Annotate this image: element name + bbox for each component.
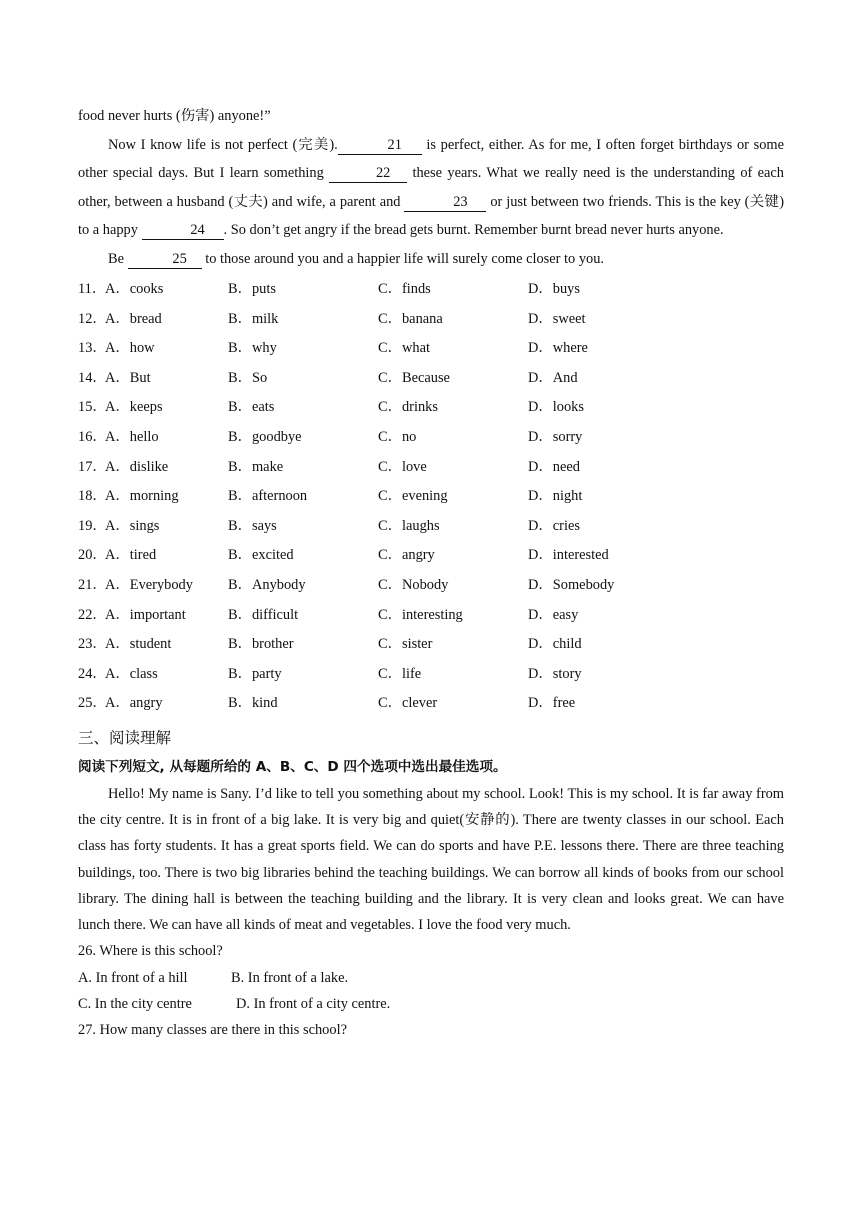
option-a: A．morning (105, 488, 179, 505)
option-d: D．buys (528, 281, 580, 297)
question-number: 18． (78, 488, 107, 505)
option-d: D．night (528, 488, 583, 505)
option-c: C．evening (378, 488, 448, 505)
option-a: A．But (105, 369, 151, 386)
option-row (78, 423, 784, 453)
question-number: 22． (78, 606, 107, 623)
option-b: B．excited (228, 547, 294, 564)
option-a: A．keeps (105, 399, 163, 416)
option-d: D．story (528, 665, 582, 682)
option-b: B．milk (228, 310, 279, 327)
option-d: D．And (528, 369, 578, 386)
option-c: C．sister (378, 636, 433, 653)
option-c: C．finds (378, 281, 431, 297)
option-row (78, 482, 784, 512)
option-d: D．easy (528, 606, 579, 623)
option-a: A．angry (105, 695, 163, 712)
option-c: C．banana (378, 310, 443, 327)
text-segment: to those around you and a happier life will surely come closer to you. (201, 250, 605, 267)
option-d: D．child (528, 636, 582, 653)
option-row (78, 601, 784, 631)
option-a: A．bread (105, 310, 162, 327)
question-number: 11． (78, 281, 107, 297)
question-stem: 27. How many classes are there in this school? (78, 1022, 347, 1039)
question-number: 24． (78, 665, 107, 682)
option-c: C．clever (378, 695, 438, 712)
option-d: D．need (528, 458, 580, 475)
blank-23: 23 (404, 193, 486, 212)
option-b: B．why (228, 340, 277, 357)
question-27-stem (78, 1017, 784, 1043)
option-b: B．make (228, 458, 284, 475)
blank-24: 24 (142, 221, 224, 240)
option-row (78, 453, 784, 483)
option-c: C．life (378, 665, 422, 682)
option-d: D．cries (528, 517, 580, 534)
option-a: A．hello (105, 428, 159, 445)
option-a: A．important (105, 606, 186, 623)
question-number: 17． (78, 458, 107, 475)
question-number: 19． (78, 517, 107, 534)
option-c: C．no (378, 428, 417, 445)
question-number: 21． (78, 576, 107, 593)
option-b: B．eats (228, 399, 275, 416)
section-heading: 三、阅读理解 (78, 728, 172, 747)
option-d: D．sweet (528, 310, 586, 327)
question-number: 14． (78, 369, 107, 386)
option-d: D．sorry (528, 428, 583, 445)
option-b: B．party (228, 665, 282, 682)
option-a: A．how (105, 340, 155, 357)
option-row (78, 275, 784, 305)
option-row (78, 689, 784, 719)
question-26-options-row-2 (78, 991, 784, 1017)
option-c: C．angry (378, 547, 435, 564)
option-a: A．student (105, 636, 172, 653)
option-a: A．class (105, 665, 158, 682)
option-d: D．interested (528, 547, 609, 564)
option-c: C．Nobody (378, 576, 449, 593)
option-c: C．drinks (378, 399, 438, 416)
text-segment: Be (108, 250, 128, 267)
option-c: C．interesting (378, 606, 463, 623)
option-b: B．So (228, 369, 268, 386)
options-list (78, 275, 784, 719)
option-row (78, 334, 784, 364)
option-b: B．kind (228, 695, 278, 712)
section-instruction: 阅读下列短文, 从每题所给的 A、B、C、D 四个选项中选出最佳选项。 (78, 758, 507, 775)
document-page (78, 102, 784, 1044)
option-c: C．laughs (378, 517, 440, 534)
option-b: B．afternoon (228, 488, 308, 505)
text-segment: or just between two friends. This is the key (关键) to a happy (78, 193, 784, 238)
text-segment: . So don’t get angry if the bread gets burnt. Remember burnt bread never hurts anyone. (223, 222, 724, 238)
option-b: B．says (228, 517, 277, 534)
option-a: A．tired (105, 547, 157, 564)
option-a: A. In front of a hill (78, 969, 188, 986)
question-number: 20． (78, 547, 107, 564)
question-stem: 26. Where is this school? (78, 943, 223, 960)
option-row (78, 541, 784, 571)
option-b: B．goodbye (228, 428, 302, 445)
option-a: A．dislike (105, 458, 169, 475)
reading-passage: Hello! My name is Sany. I’d like to tell you something about my school. Look! This is my school. It is far away from the city centre. It is in front of a big lake. It is very big and quiet(安静的). There are twenty classes in our school. Each class has forty students. It has a great sports field. We can do sports and have P.E. lessons there. There are three teaching buildings, too. There is two big libraries behind the teaching buildings. We can borrow all kinds of books from our school library. The dining hall is between the teaching building and the library. It is very clean and looks great. We can have lunch there. We can have all kinds of meat and vegetables. I love the food very much. (78, 785, 784, 933)
option-d: D．looks (528, 399, 584, 416)
question-number: 23． (78, 636, 107, 653)
option-b: B．brother (228, 636, 294, 653)
option-d: D. In front of a city centre. (236, 995, 391, 1012)
option-d: D．free (528, 695, 576, 712)
option-b: B. In front of a lake. (231, 969, 349, 986)
option-row (78, 512, 784, 542)
option-row (78, 571, 784, 601)
blank-25: 25 (128, 250, 202, 269)
text-segment: Now I know life is not perfect (完美). (108, 136, 338, 153)
option-b: B．Anybody (228, 576, 306, 593)
question-number: 25． (78, 695, 107, 712)
blank-22: 22 (329, 164, 407, 183)
passage-line-top: food never hurts (伤害) anyone!” (78, 108, 271, 124)
question-number: 16． (78, 428, 107, 445)
question-number: 15． (78, 399, 107, 416)
option-d: D．where (528, 340, 588, 357)
option-row (78, 660, 784, 690)
option-row (78, 364, 784, 394)
text-segment: is perfect, either. As for me, I often forget birthdays or some other special days. But I learn something (78, 136, 784, 181)
text-segment: these years. What we really need is the understanding of each other, between a husband (丈夫) and wife, a parent and (78, 165, 785, 210)
blank-21: 21 (338, 136, 422, 155)
question-26-stem (78, 938, 784, 964)
option-row (78, 630, 784, 660)
option-a: A．sings (105, 517, 160, 534)
option-d: D．Somebody (528, 576, 615, 593)
option-c: C．what (378, 340, 430, 357)
option-a: A．cooks (105, 281, 164, 297)
passage-paragraph-1 (78, 131, 784, 245)
option-a: A．Everybody (105, 576, 193, 593)
option-c: C．Because (378, 369, 450, 386)
option-row (78, 393, 784, 423)
option-c: C. In the city centre (78, 995, 192, 1012)
option-b: B．difficult (228, 606, 299, 623)
question-number: 13． (78, 340, 107, 357)
question-number: 12． (78, 310, 107, 327)
question-26-options-row-1 (78, 965, 784, 991)
option-row (78, 305, 784, 335)
option-c: C．love (378, 458, 427, 475)
passage-paragraph-2 (78, 245, 784, 274)
option-b: B．puts (228, 281, 276, 297)
